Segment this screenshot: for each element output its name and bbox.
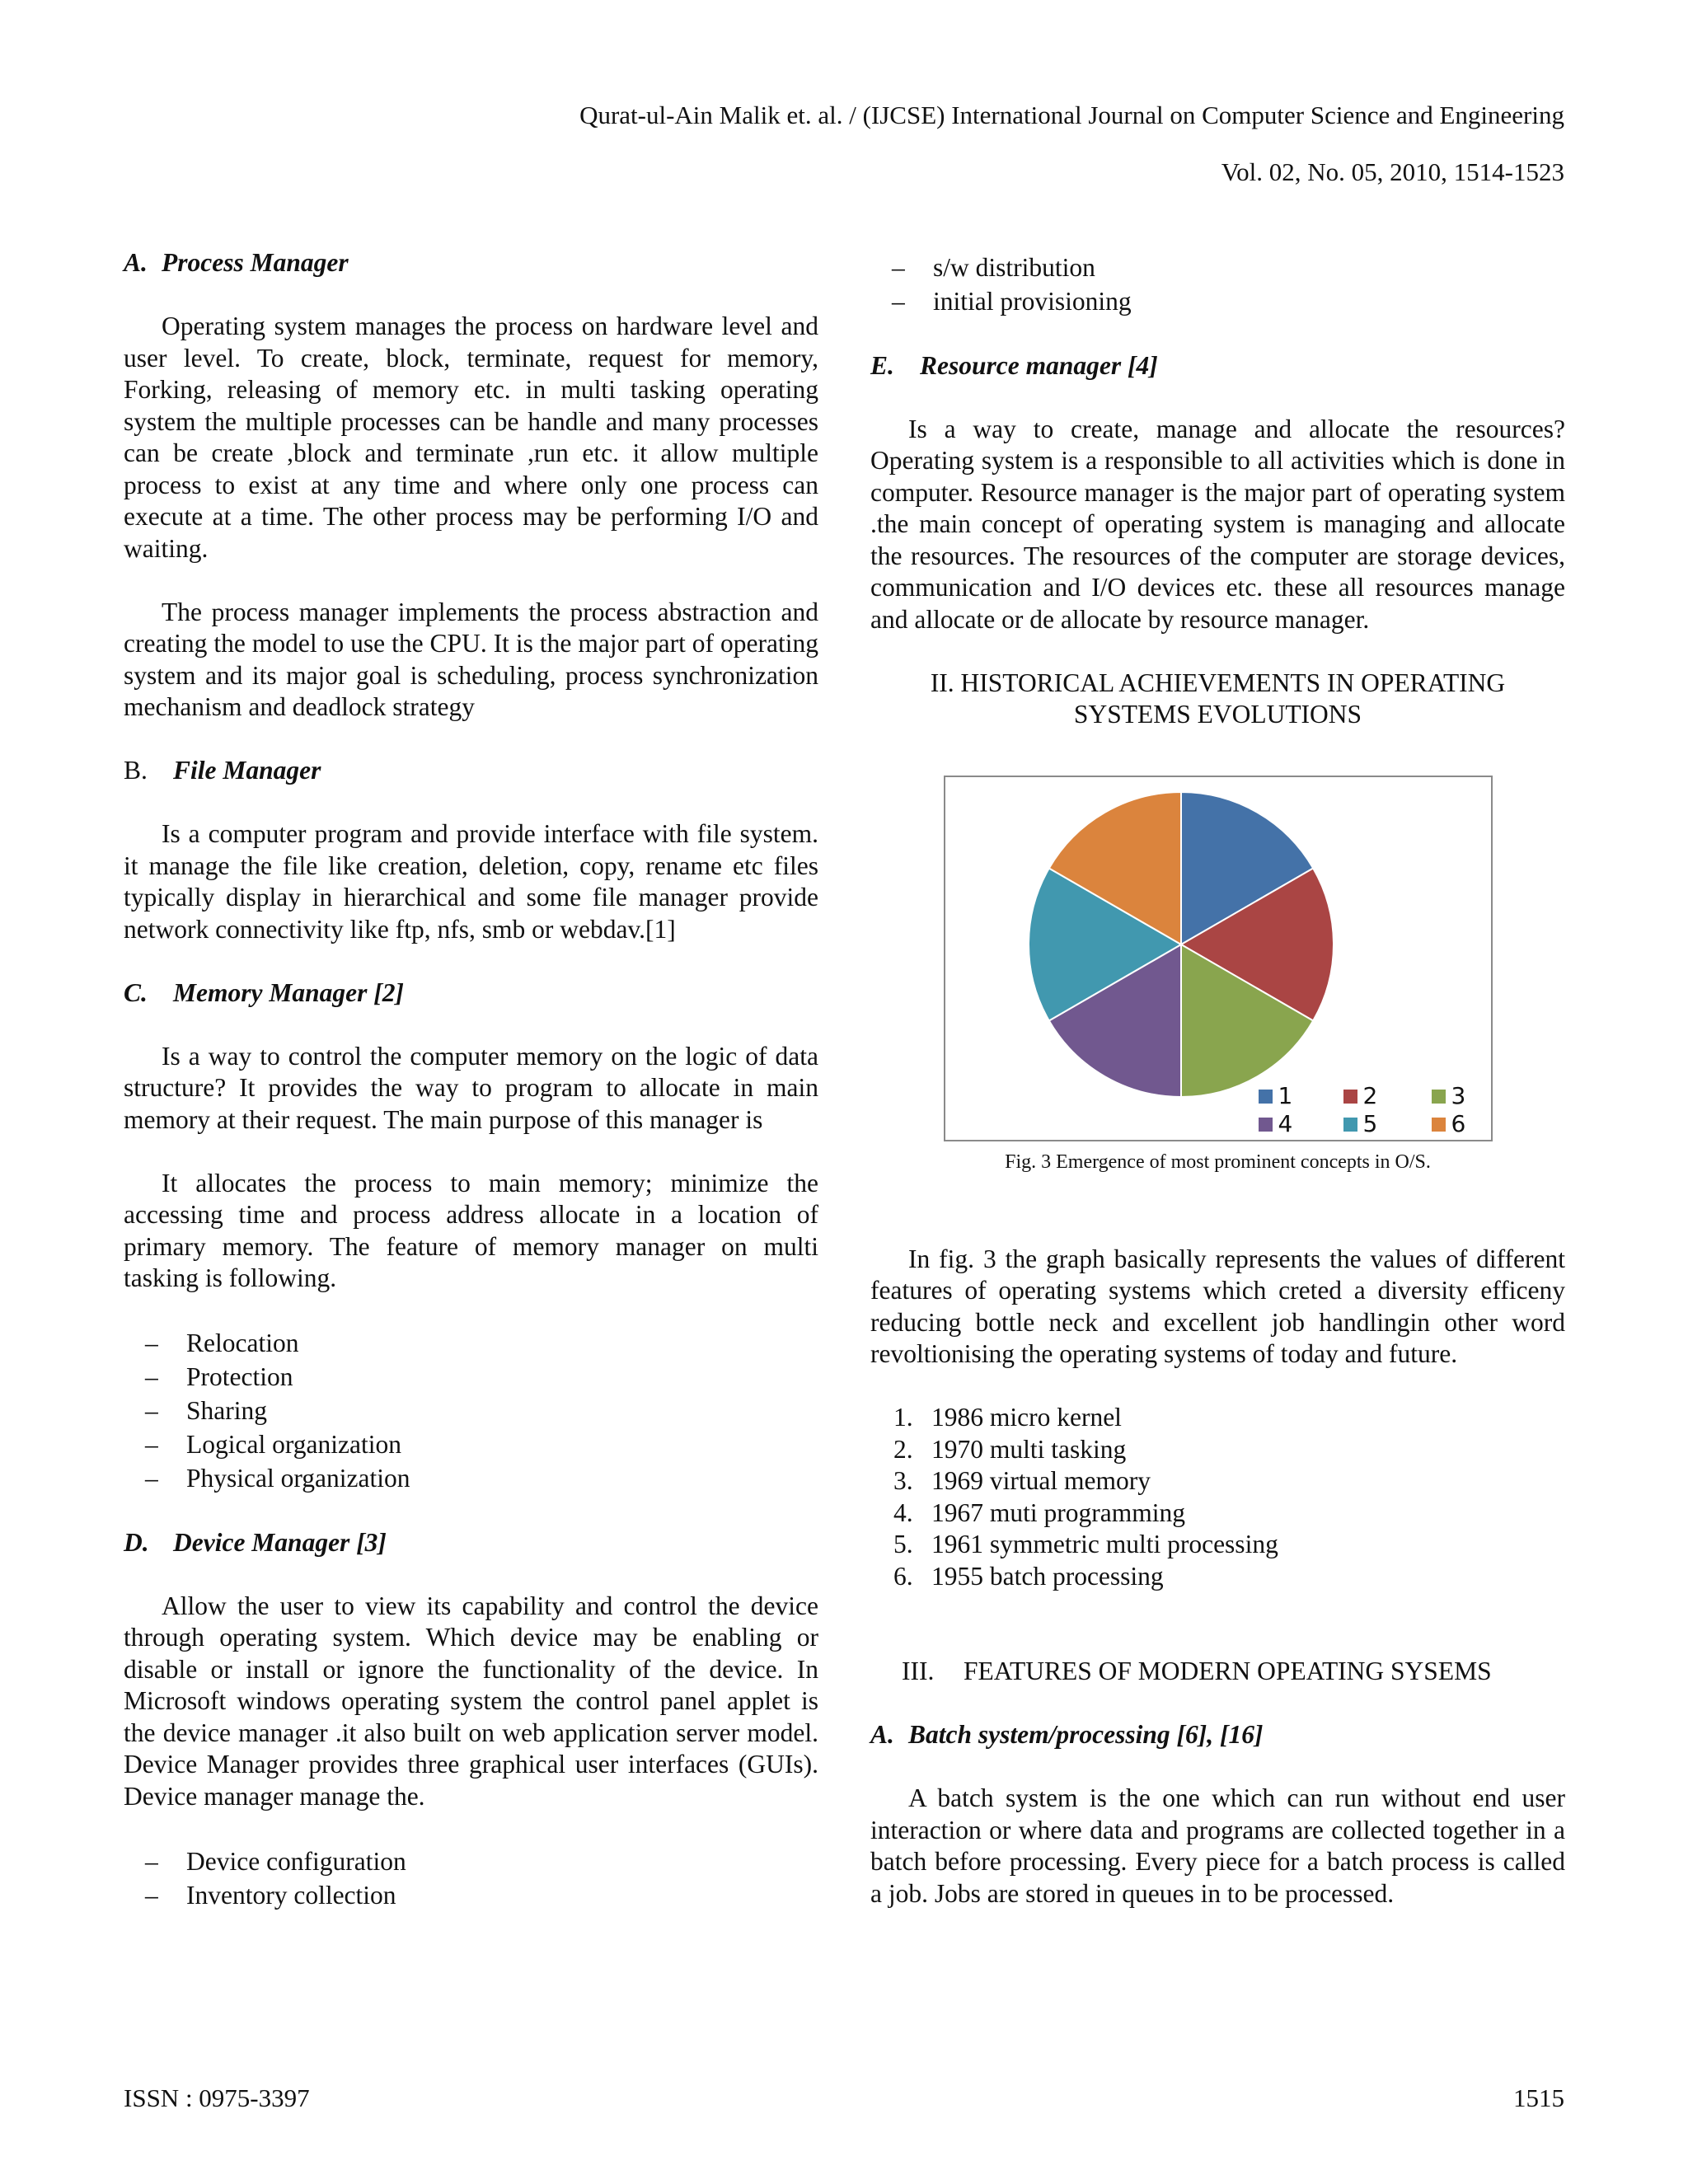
section-heading-device-manager bbox=[124, 1527, 818, 1559]
section-heading-historical bbox=[870, 668, 1565, 731]
heading-title: Batch system/processing [6], [16] bbox=[908, 1720, 1264, 1749]
heading-label: E. bbox=[870, 350, 894, 380]
section-heading-features bbox=[870, 1656, 1565, 1688]
section-number: III. bbox=[902, 1657, 935, 1685]
section-heading-line: II. HISTORICAL ACHIEVEMENTS IN OPERATING bbox=[930, 668, 1506, 697]
right-column bbox=[870, 251, 1565, 1910]
section-heading-file-manager bbox=[124, 755, 818, 787]
heading-title: File Manager bbox=[173, 756, 321, 785]
list-item: – Protection bbox=[145, 1360, 818, 1394]
list-item: 3. 1969 virtual memory bbox=[893, 1466, 1151, 1495]
legend-item-5: 5 bbox=[1343, 1110, 1378, 1138]
list-item: – Physical organization bbox=[145, 1461, 818, 1495]
running-header-volume: Vol. 02, No. 05, 2010, 1514-1523 bbox=[1221, 157, 1564, 186]
paragraph: Operating system manages the process on hardware level and user level. To create, block, terminate, request for memory, Forking, releasing of memory etc. in multi tasking operating system the multiple processes can be handle and many processes can be create ,block and terminate ,run etc. it allow multiple process to exist at any time and where only one process can execute at a time. The other process may be performing I/O and waiting. bbox=[124, 312, 818, 563]
legend-item-6: 6 bbox=[1432, 1110, 1466, 1138]
paragraph: It allocates the process to main memory; minimize the accessing time and process address allocate in a location of primary memory. The feature of memory manager on multi tasking is following. bbox=[124, 1168, 818, 1292]
section-heading-batch-system bbox=[870, 1719, 1565, 1751]
running-header-journal: Qurat-ul-Ain Malik et. al. / (IJCSE) International Journal on Computer Science and Engineering bbox=[579, 101, 1564, 129]
pie-chart bbox=[945, 777, 1491, 1140]
section-heading-process-manager bbox=[124, 247, 818, 279]
list-item: – Relocation bbox=[145, 1326, 818, 1360]
os-milestones-list bbox=[870, 1402, 1565, 1592]
left-column bbox=[124, 247, 818, 1912]
device-manager-list bbox=[124, 1844, 818, 1912]
figure-3-chart bbox=[944, 776, 1493, 1141]
section-heading-resource-manager bbox=[870, 350, 1565, 382]
paragraph: Is a way to control the computer memory on the logic of data structure? It provides the way to program to allocate in main memory at their request. The main purpose of this manager is bbox=[124, 1041, 818, 1134]
list-item: – Device configuration bbox=[145, 1844, 818, 1878]
list-item: – Sharing bbox=[145, 1394, 818, 1427]
paragraph: A batch system is the one which can run without end user interaction or where data and programs are collected together in a batch before processing. Every piece for a batch process is called a job. Jobs are stored in queues in to be processed. bbox=[870, 1783, 1565, 1908]
list-item: – initial provisioning bbox=[892, 284, 1565, 318]
list-item: – Logical organization bbox=[145, 1427, 818, 1461]
paragraph: The process manager implements the process abstraction and creating the model to use the CPU. It is the major part of operating system and its major goal is scheduling, process synchronization mechanism and deadlock strategy bbox=[124, 597, 818, 721]
paragraph: Is a computer program and provide interface with file system. it manage the file like creation, deletion, copy, rename etc files typically display in hierarchical and some file manager provide network connectivity like ftp, nfs, smb or webdav.[1] bbox=[124, 819, 818, 944]
section-heading-line: SYSTEMS EVOLUTIONS bbox=[1073, 700, 1362, 729]
list-item: 5. 1961 symmetric multi processing bbox=[893, 1530, 1278, 1558]
heading-label: D. bbox=[124, 1527, 149, 1557]
memory-features-list bbox=[124, 1326, 818, 1495]
paragraph: Allow the user to view its capability and control the device through operating system. Which device may be enabling or disable or install or ignore the functionality of the device. In Microsoft windows operating system the control panel applet is the device manager .it also built on web application server model. Device Manager provides three graphical user interfaces (GUIs). Device manager manage the. bbox=[124, 1591, 818, 1811]
list-item: – Inventory collection bbox=[145, 1878, 818, 1912]
legend-item-3: 3 bbox=[1432, 1082, 1466, 1110]
heading-title: Memory Manager [2] bbox=[173, 977, 404, 1007]
legend-item-4: 4 bbox=[1259, 1110, 1293, 1138]
heading-label: C. bbox=[124, 977, 148, 1007]
heading-title: Resource manager [4] bbox=[920, 350, 1158, 380]
list-item: 6. 1955 batch processing bbox=[893, 1561, 1164, 1591]
section-title: FEATURES OF MODERN OPEATING SYSEMS bbox=[964, 1657, 1492, 1685]
legend-item-1: 1 bbox=[1259, 1082, 1293, 1110]
figure-caption: Fig. 3 Emergence of most prominent concepts in O/S. bbox=[1005, 1151, 1431, 1173]
list-item: 2. 1970 multi tasking bbox=[893, 1434, 1127, 1464]
heading-title: Process Manager bbox=[162, 248, 349, 277]
heading-title: Device Manager [3] bbox=[173, 1527, 387, 1557]
footer-page-number: 1515 bbox=[1513, 2083, 1564, 2112]
heading-label: A. bbox=[124, 248, 148, 277]
list-item: 4. 1967 muti programming bbox=[893, 1497, 1185, 1527]
list-item: 1. 1986 micro kernel bbox=[893, 1403, 1122, 1432]
heading-label: B. bbox=[124, 756, 148, 785]
paragraph: In fig. 3 the graph basically represents the values of different features of operating systems which creted a diversity efficeny reducing bottle neck and excellent job handlingin other word revoltionising the operating systems of today and future. bbox=[870, 1244, 1565, 1368]
paragraph: Is a way to create, manage and allocate the resources? Operating system is a responsible to all activities which is done in computer. Resource manager is the major part of operating system .the main concept of operating system is managing and allocate the resources. The resources of the computer are storage devices, communication and I/O devices etc. these all resources manage and allocate or de allocate by resource manager. bbox=[870, 414, 1565, 634]
list-item: – s/w distribution bbox=[892, 251, 1565, 284]
device-manager-list-continued bbox=[870, 251, 1565, 318]
section-heading-memory-manager bbox=[124, 977, 818, 1010]
legend-item-2: 2 bbox=[1343, 1082, 1378, 1110]
footer-issn: ISSN : 0975-3397 bbox=[124, 2083, 310, 2112]
heading-label: A. bbox=[870, 1720, 894, 1749]
